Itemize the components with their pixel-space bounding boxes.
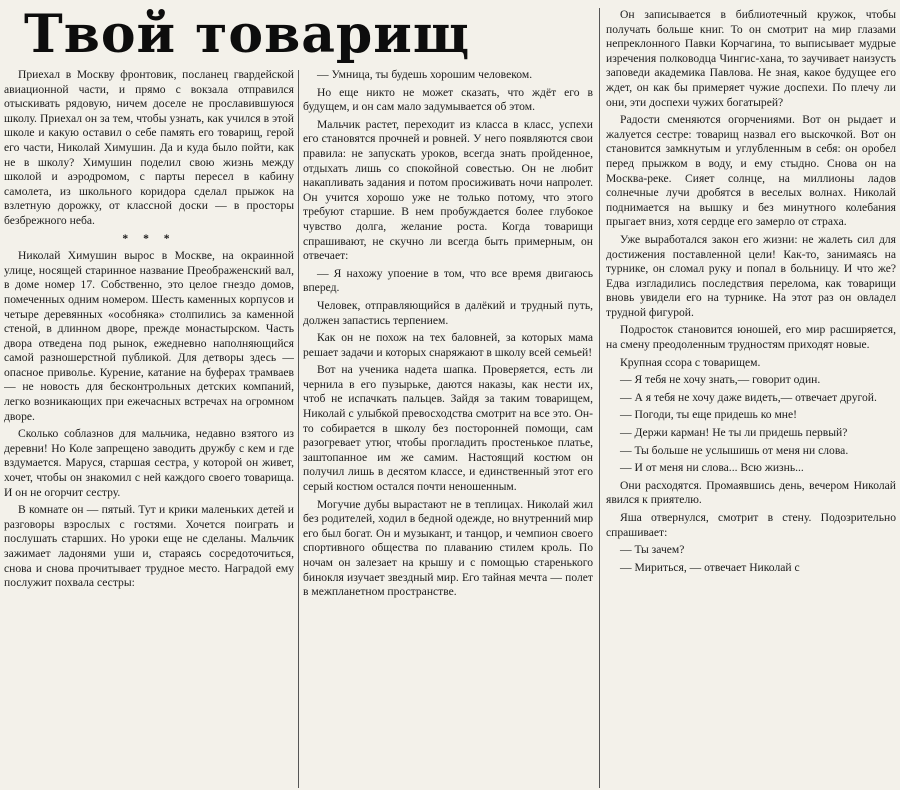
dialog-line: — Мириться, — отвечает Николай с (620, 560, 800, 574)
paragraph: В комнате он — пятый. Тут и крики маленьких детей и разговоры взрослых с гостями. Хочется поиграть и послушать старших. Но уроки еще не сделаны. Мальчик зажимает ладонями уши и, стараясь сосредоточиться, снова и снова прочитывает трудное место. Наградой ему послужит похвала сестры: (4, 503, 294, 590)
dialog-line: — Ты зачем? (620, 543, 685, 557)
paragraph: Николай Химушин вырос в Москве, на окраинной улице, носящей старинное название Преображенский вал, в доме номер 17. Собственно, это целое гнездо домов, помеченных одним номером. Шесть каменных корпусов и четыре деревянных «особняка» столпились за каменной стеной, в длинном дворе, прежде монастырском. Часть двора отведена под рынок, ежедневно наполняющийся самой разношерстной публикой. Для детворы здесь — опасное приволье. Курение, катание на буферах трамваев — не новость для бесконтрольных детских компаний, легко возникающих при ежечасных встречах на огромном дворе. (4, 249, 294, 423)
section-separator: * * * (122, 231, 176, 245)
paragraph: Могучие дубы вырастают не в теплицах. Николай жил без родителей, ходил в бедной одежде, но внутренний мир его был богат. Он и музыкант, и танцор, и чемпион своего спортивного общества по плаванию стилем кроль. По ночам он залезает на крышу и с помощью старенького бинокля изучает звездный мир. Его тайная мечта — полет в межпланетном пространстве. (303, 497, 593, 599)
paragraph: Сколько соблазнов для мальчика, недавно взятого из деревни! Но Коле запрещено заводить дружбу с кем и где вздумается. Маруся, старшая сестра, у которой он живет, хочет, чтобы он знакомил с ней каждого своего товарища. И он не огорчит сестру. (4, 427, 294, 499)
dialog-line: — Погоди, ты еще придешь ко мне! (620, 408, 798, 422)
paragraph: Вот на ученика надета шапка. Проверяется, есть ли чернила в его пузырьке, даются наказы, как нести их, чтоб не испачкать пальцев. Зайдя за таким товарищем, Николай с улыбкой превосходства смотрит на все это. Он-то собирается в школу без посторонней помощи, сам разогревает утюг, чтобы прогладить простенькое платье, заштопанное им же самим. Настоящий костюм он получил лишь в десятом классе, и единственный этот его серый костюм остался почти неношенным. (303, 363, 593, 494)
article-column-2 (303, 68, 593, 790)
paragraph: — Я нахожу упоение в том, что все время двигаюсь вперед. (303, 266, 593, 295)
column-divider (298, 70, 299, 788)
dialog-line: — Ты больше не услышишь от меня ни слова. (620, 443, 849, 457)
dialog-line: — И от меня ни слова... Всю жизнь... (620, 461, 804, 475)
paragraph: Они расходятся. Промаявшись день, вечером Николай явился к приятелю. (606, 478, 896, 507)
paragraph: — Умница, ты будешь хорошим человеком. (317, 68, 533, 81)
dialog-line: — Я тебя не хочу знать,— говорит один. (620, 373, 821, 387)
dialog-line: — Держи карман! Не ты ли придешь первый? (620, 426, 848, 440)
paragraph: Уже выработался закон его жизни: не жалеть сил для достижения поставленной цели! Как-то, занимаясь на турнике, он сломал руку и попал в больницу. И что же? Едва изгладились последствия перелома, как товарищи вновь увидели его на турнике. На этот раз он овладел трудной фигурой. (606, 232, 896, 319)
headline: Твой товарищ (24, 4, 471, 65)
paragraph: Приехал в Москву фронтовик, посланец гвардейской авиационной части, и прямо с вокзала отправился отыскивать рядовую, ничем доселе не прославившуюся школу. Приехал он за тем, чтобы узнать, как учился в этой школе и какую оставил о себе память его товарищ, герой его части, Николай Химушин. Да и куда было пойти, как не в школу? Химушин поделил свою жизнь между школой и аэродромом, с парты пересел в кабину самолета, из школьного коридора сделал прыжок на взлетную дорожку, от классной доски — в просторы безбрежного неба. (4, 68, 294, 227)
paragraph: Человек, отправляющийся в далёкий и трудный путь, должен запастись терпением. (303, 298, 593, 327)
column-divider (599, 8, 600, 788)
dialog-line: — А я тебя не хочу даже видеть,— отвечает другой. (620, 390, 877, 404)
paragraph: Яша отвернулся, смотрит в стену. Подозрительно спрашивает: (606, 511, 896, 539)
paragraph: Как он не похож на тех баловней, за которых мама решает задачи и которых снаряжают в школу всей семьей! (303, 331, 593, 359)
paragraph: Крупная ссора с товарищем. (620, 355, 761, 369)
article-column-3 (606, 8, 896, 790)
paragraph: Он записывается в библиотечный кружок, чтобы получать больше книг. То он смотрит на мир глазами непреклонного Павки Корчагина, то выписывает мудрые изречения полководца Чингис-хана, то заучивает наизусть заповеди академика Павлова. Не зная, какое будущее его ждет, он как бы примеряет чужие доспехи. По плечу ли они, эти доспехи чужих богатырей? (606, 8, 896, 109)
article-column-1 (4, 68, 294, 790)
paragraph: Но еще никто не может сказать, что ждёт его в будущем, и он сам мало задумывается об этом. (303, 85, 593, 114)
paragraph: Подросток становится юношей, его мир расширяется, на смену преодоленным трудностям приходят новые. (606, 323, 896, 352)
paragraph: Мальчик растет, переходит из класса в класс, успехи его становятся прочней и ровней. У него появляются свои правила: не запускать уроков, всегда знать пройденное, отдыхать лишь со спокойной совестью. Он не любит накапливать задания и потом просиживать ночи напролет. Он учится хорошо уже не только потому, что этого требуют старшие. В нем пробуждается более глубокое чувство долга, желание роста. Когда товарищи спрашивают, не скучно ли всегда быть примерным, он отвечает: (303, 117, 593, 263)
paragraph: Радости сменяются огорчениями. Вот он рыдает и жалуется сестре: товарищ назвал его выскочкой. Вот он становится замкнутым и углубленным в себя: он оробел перед прыжком в воду, и ему стыдно. Снова он на Москва-реке. Сияет солнце, на миллионы ладов солнечные лучи дробятся в веселых волнах. Николай поднимается на вышку и без минутного колебания прыгает вниз, хотя сердце его замерло от страха. (606, 113, 896, 229)
